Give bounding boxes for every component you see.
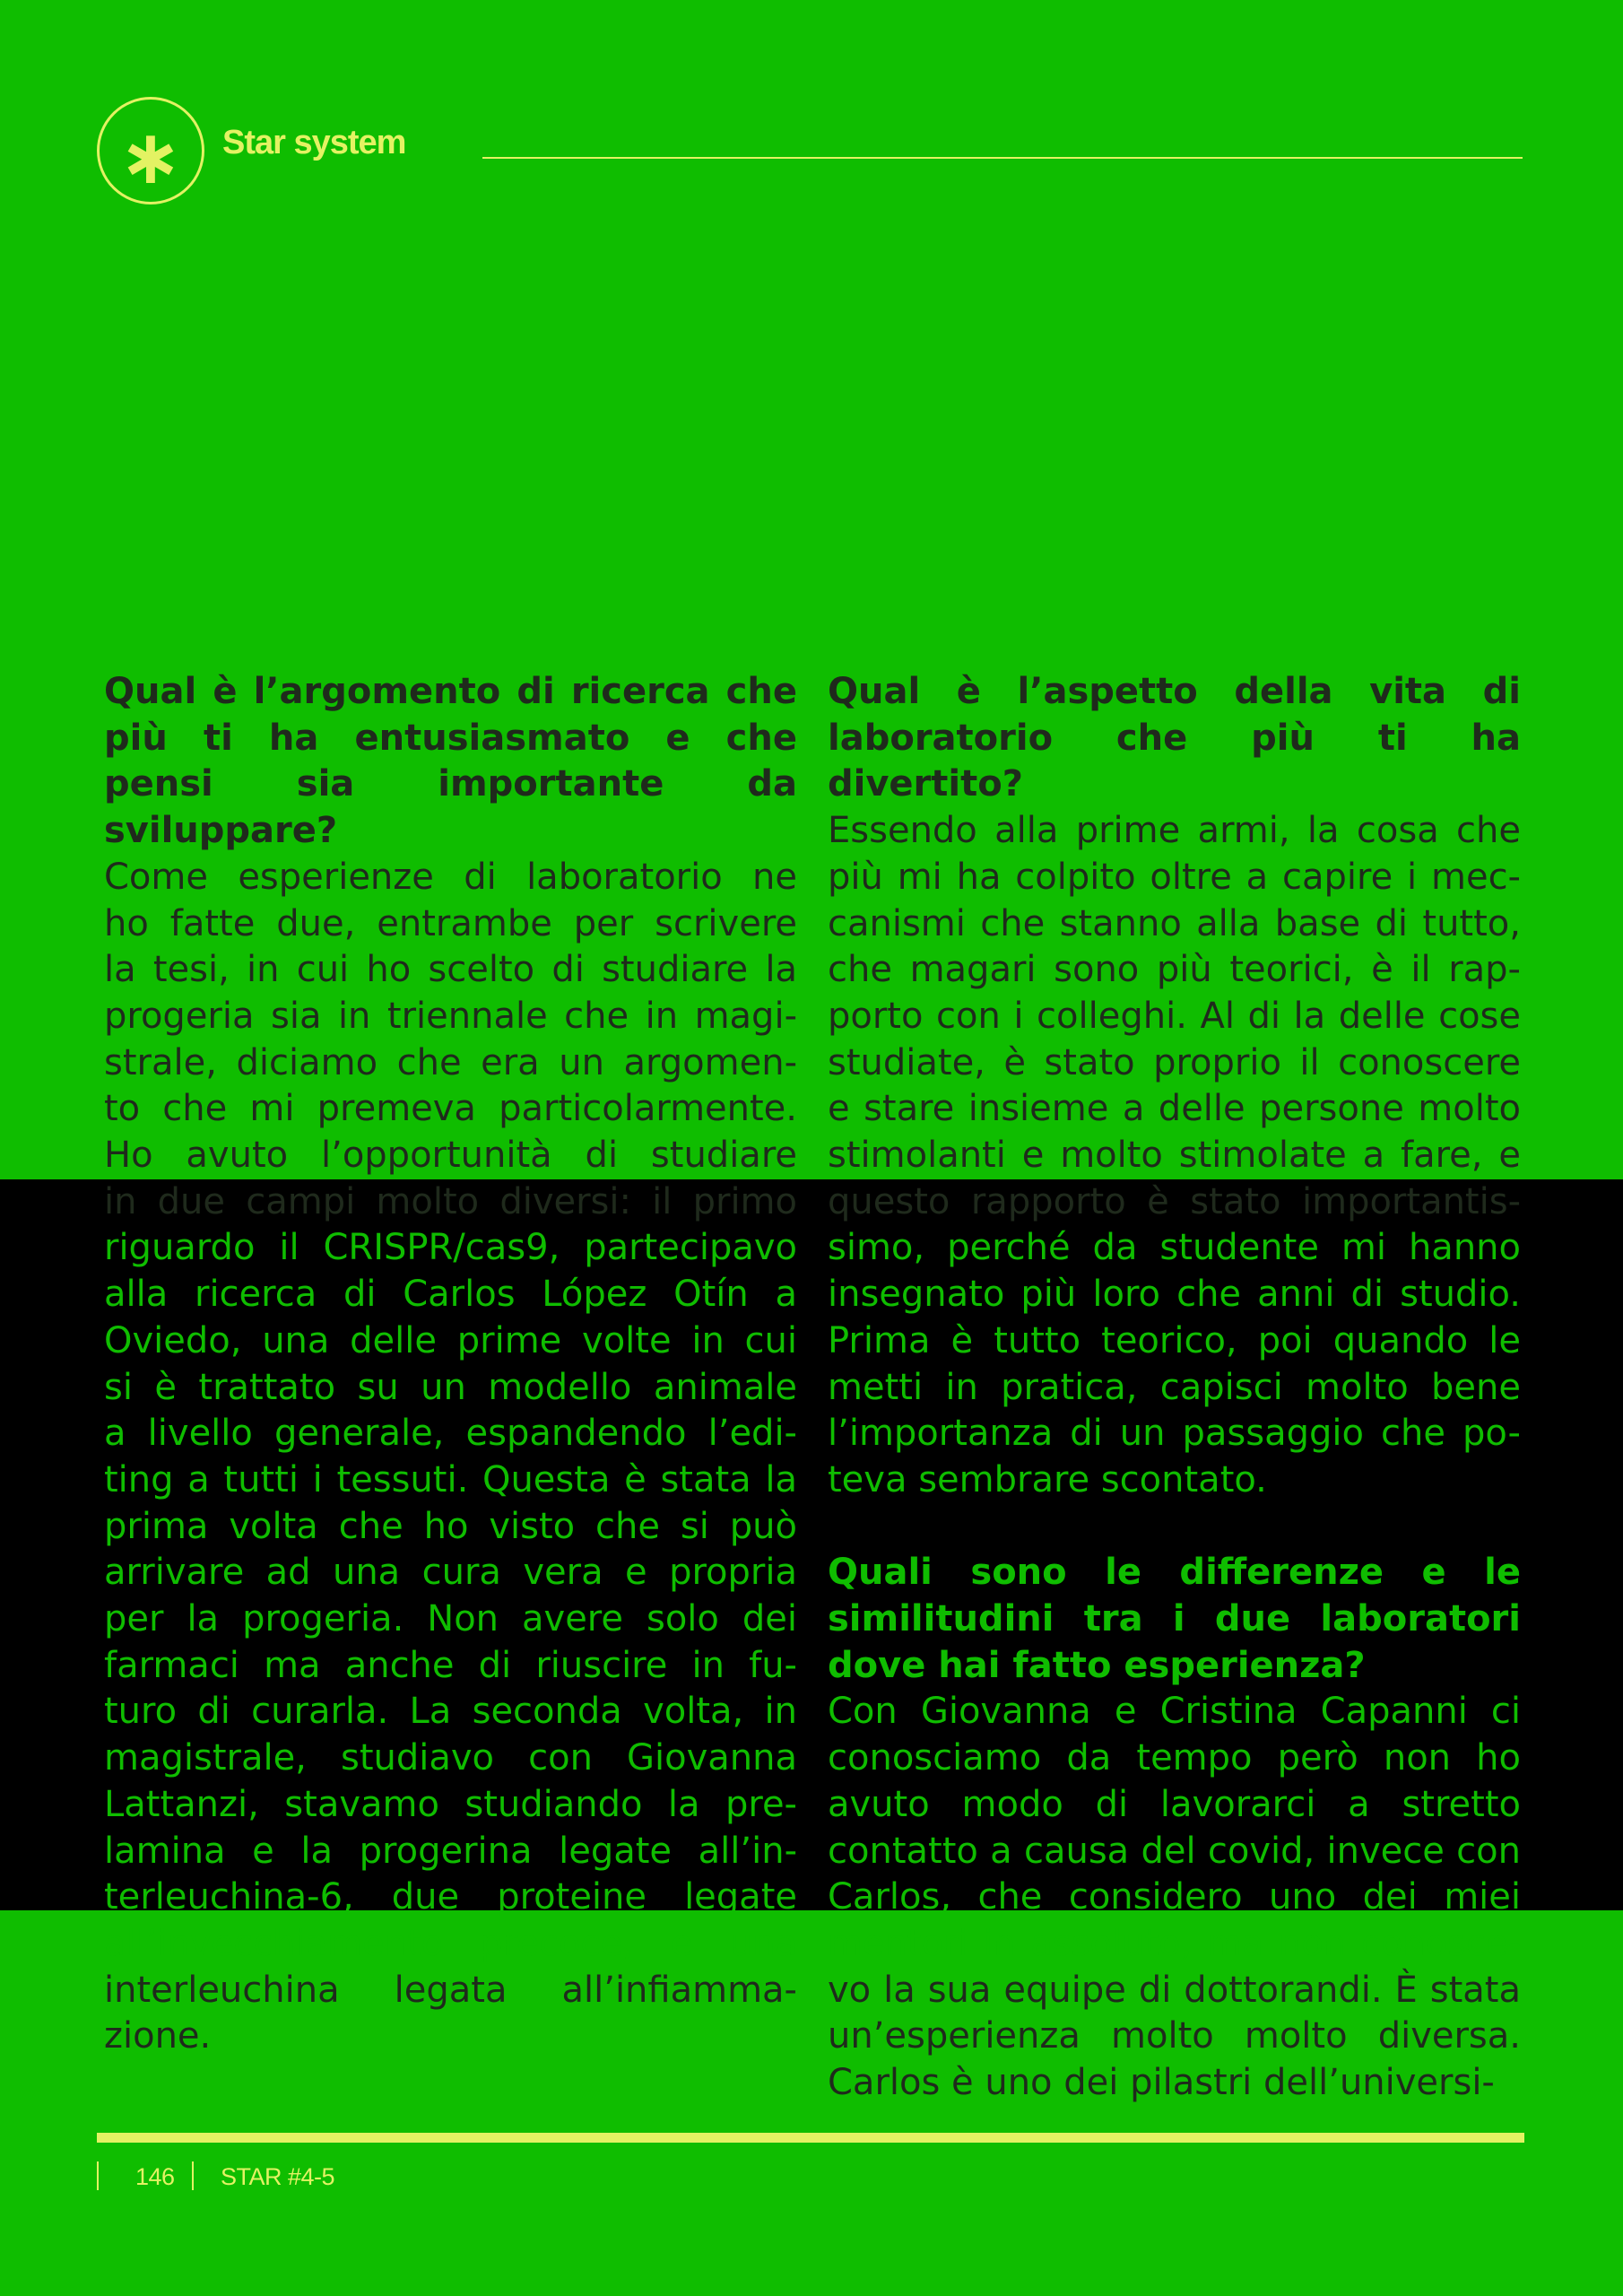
text-line: Come esperienze di laboratorio ne [104, 856, 797, 898]
text-line: e stare insieme a delle persone molto [828, 1088, 1521, 1130]
text-line: contatto a causa del covid, invece con [828, 1830, 1521, 1872]
text-line: porto con i colleghi. Al di la delle cose [828, 995, 1521, 1037]
text-line: strale, diciamo che era un argomen- [104, 1041, 797, 1083]
text-line: alla ricerca di Carlos López Otín a [104, 1274, 797, 1316]
text-line: ting a tutti i tessuti. Questa è stata la [104, 1458, 797, 1500]
question-1: Qual è l’argomento di ricerca che più ti ha entusiasmato e che pensi sia importante da sviluppare? [104, 671, 797, 852]
text-line: metti in pratica, capisci molto bene [828, 1366, 1521, 1408]
footer-separator [97, 2161, 99, 2190]
text-line: Con Giovanna e Cristina Capanni ci [828, 1691, 1521, 1733]
text-line: mentori in assoluto, ma non conosce- [828, 1922, 1521, 1964]
text-line: Lattanzi, stavamo studiando la pre- [104, 1783, 797, 1825]
text-line: la tesi, in cui ho scelto di studiare la [104, 949, 797, 991]
text-line: terleuchina-6, due proteine legate [104, 1876, 797, 1918]
text-line: ho fatte due, entrambe per scrivere [104, 902, 797, 944]
text-line: prima volta che ho visto che si può [104, 1505, 797, 1547]
text-line: Ho avuto l’opportunità di studiare [104, 1135, 797, 1177]
text-line: all’invecchiamento precoce, e una [104, 1922, 797, 1964]
text-line: in due campi molto diversi: il primo [104, 1180, 797, 1222]
right-column [828, 669, 1521, 2107]
answer-1 [104, 855, 797, 2060]
text-line: to che mi premeva particolarmente. [104, 1088, 797, 1130]
page-number: 146 [135, 2163, 175, 2190]
answer-3 [828, 1689, 1521, 2106]
text-line: per la progeria. Non avere solo dei [104, 1598, 797, 1640]
text-line: stimolanti e molto stimolate a fare, e [828, 1135, 1521, 1177]
text-line: canismi che stanno alla base di tutto, [828, 902, 1521, 944]
section-title: Star system [222, 124, 406, 161]
question-3: Quali sono le differenze e le similitudini tra i due laboratori dove hai fatto esperienza? [828, 1552, 1521, 1686]
asterisk-icon: ∗ [118, 113, 183, 201]
header-divider [482, 157, 1523, 159]
text-line: Prima è tutto teorico, poi quando le [828, 1319, 1521, 1361]
answer-2 [828, 808, 1521, 1504]
text-line: Oviedo, una delle prime volte in cui [104, 1319, 797, 1361]
text-line: Carlos, che considero uno dei miei [828, 1876, 1521, 1918]
text-line: interleuchina legata all’infiamma- [104, 1969, 797, 2011]
footer-separator [192, 2161, 194, 2190]
text-line: studiate, è stato proprio il conoscere [828, 1041, 1521, 1083]
text-line: arrivare ad una cura vera e propria [104, 1552, 797, 1594]
text-line: magistrale, studiavo con Giovanna [104, 1737, 797, 1779]
text-line: un’esperienza molto molto diversa. [828, 2015, 1521, 2057]
paragraph-spacer [828, 1504, 1521, 1551]
issue-label: STAR #4-5 [221, 2163, 335, 2190]
text-line: Carlos è uno dei pilastri dell’universi- [828, 2062, 1495, 2104]
text-line: più mi ha colpito oltre a capire i mec- [828, 856, 1521, 898]
text-line: turo di curarla. La seconda volta, in [104, 1691, 797, 1733]
text-line: a livello generale, espandendo l’edi- [104, 1413, 797, 1455]
text-line: lamina e la progerina legate all’in- [104, 1830, 797, 1872]
text-line: farmaci ma anche di riuscire in fu- [104, 1644, 797, 1686]
text-line: l’importanza di un passaggio che po- [828, 1413, 1521, 1455]
left-column [104, 669, 797, 2060]
text-line: simo, perché da studente mi hanno [828, 1227, 1521, 1269]
text-line: conosciamo da tempo però non ho [828, 1737, 1521, 1779]
text-line: Essendo alla prime armi, la cosa che [828, 810, 1521, 852]
text-line: vo la sua equipe di dottorandi. È stata [828, 1969, 1521, 2011]
text-line: insegnato più loro che anni di studio. [828, 1274, 1521, 1316]
asterisk-logo-icon [97, 97, 204, 204]
text-line: riguardo il CRISPR/cas9, partecipavo [104, 1227, 797, 1269]
text-line: che magari sono più teorici, è il rap- [828, 949, 1521, 991]
text-line: questo rapporto è stato importantis- [828, 1180, 1521, 1222]
question-2: Qual è l’aspetto della vita di laboratorio che più ti ha divertito? [828, 671, 1521, 805]
text-line: teva sembrare scontato. [828, 1458, 1267, 1500]
footer-rule [97, 2133, 1524, 2143]
text-line: avuto modo di lavorarci a stretto [828, 1783, 1521, 1825]
text-line: si è trattato su un modello animale [104, 1366, 797, 1408]
text-line: progeria sia in triennale che in magi- [104, 995, 797, 1037]
text-line: zione. [104, 2015, 212, 2057]
